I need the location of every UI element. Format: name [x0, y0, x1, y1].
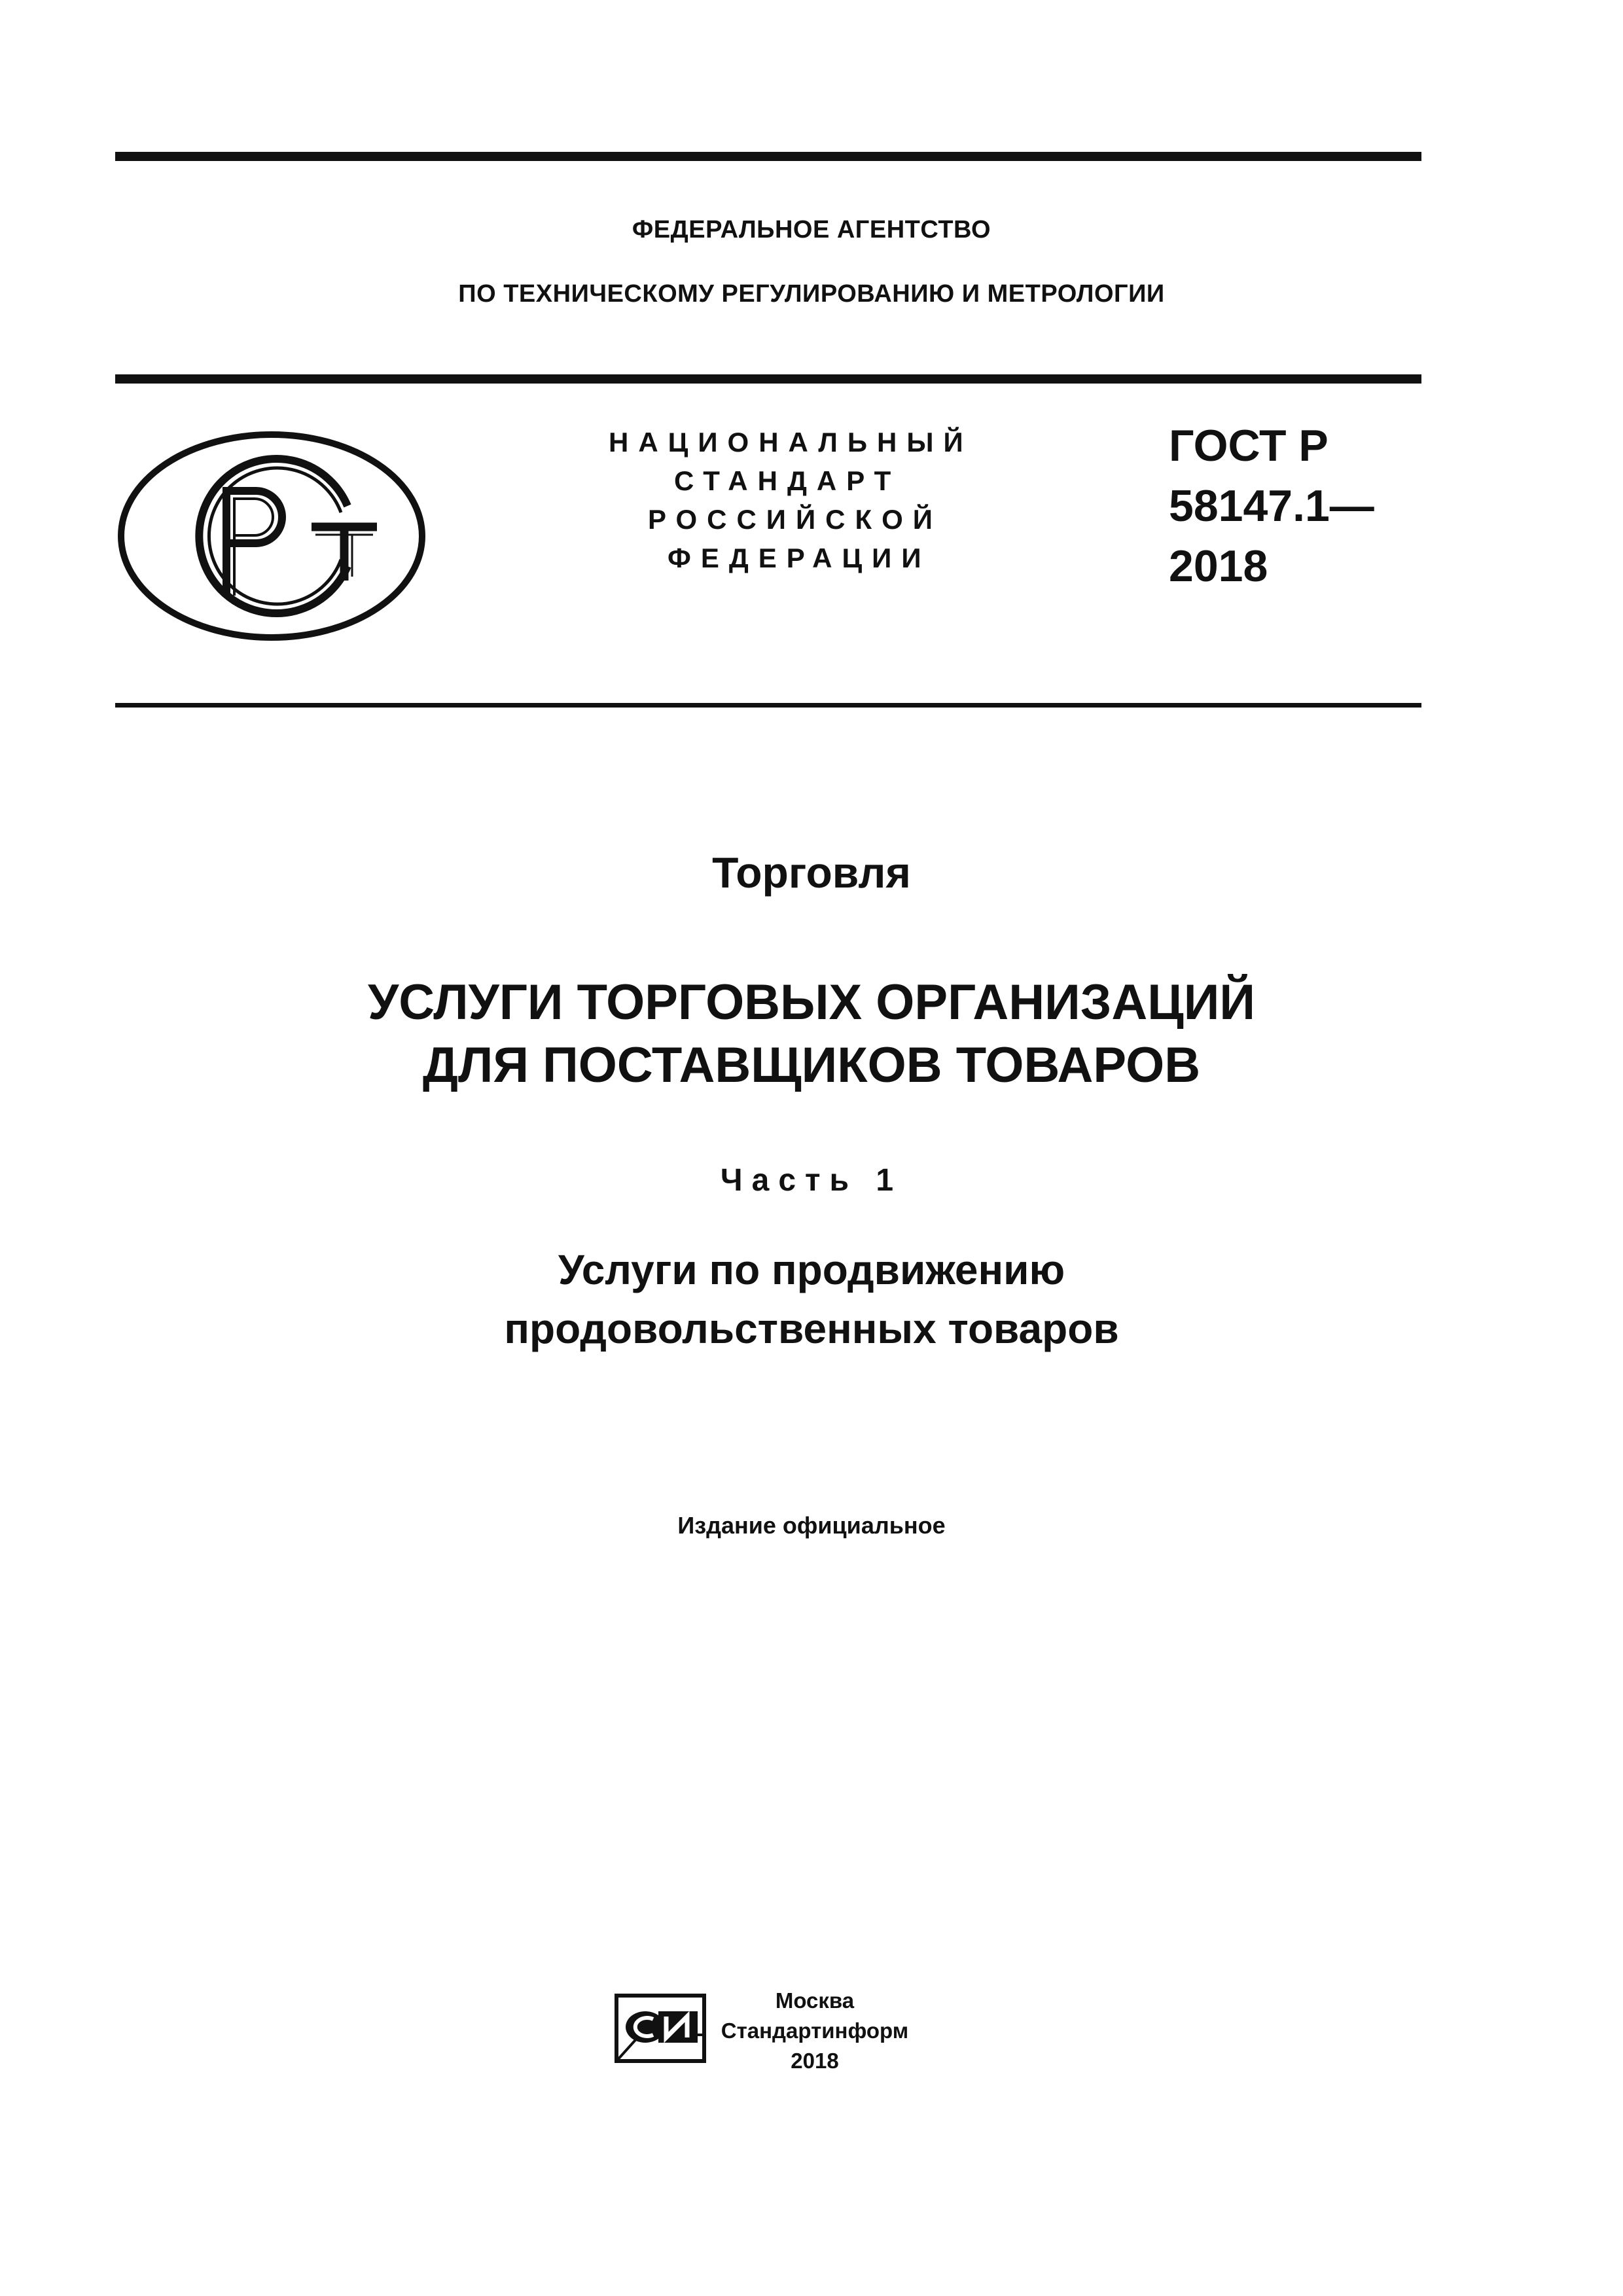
rst-emblem-icon — [115, 429, 428, 643]
designation-line3: 2018 — [1169, 541, 1268, 591]
agency-name-line2: ПО ТЕХНИЧЕСКОМУ РЕГУЛИРОВАНИЮ И МЕТРОЛОГИИ — [458, 280, 1165, 308]
national-standard-label — [582, 423, 1080, 577]
document-subtitle — [0, 1240, 1623, 1358]
top-rule — [115, 152, 1421, 161]
bottom-rule — [115, 703, 1421, 708]
title-line1: УСЛУГИ ТОРГОВЫХ ОРГАНИЗАЦИЙ — [367, 975, 1256, 1030]
edition-note: Издание официальное — [677, 1512, 946, 1539]
subtitle-line2: продовольственных товаров — [504, 1305, 1119, 1352]
national-standard-line3: РОССИЙСКОЙ — [648, 504, 942, 535]
publisher-block — [717, 1986, 913, 2076]
document-title — [0, 971, 1623, 1097]
standard-designation — [1169, 416, 1374, 596]
publisher-city: Москва — [775, 1988, 855, 2013]
middle-rule — [115, 374, 1421, 384]
standartinform-logo-icon — [614, 1993, 707, 2064]
designation-line2: 58147.1— — [1169, 481, 1374, 531]
agency-name-line1: ФЕДЕРАЛЬНОЕ АГЕНТСТВО — [632, 216, 991, 243]
publisher-name: Стандартинформ — [721, 2018, 909, 2043]
title-line2: ДЛЯ ПОСТАВЩИКОВ ТОВАРОВ — [422, 1037, 1201, 1093]
document-part: Часть 1 — [720, 1163, 903, 1198]
national-standard-line1: НАЦИОНАЛЬНЫЙ — [609, 427, 973, 457]
national-standard-line2: СТАНДАРТ — [674, 465, 901, 496]
publisher-year: 2018 — [791, 2049, 839, 2073]
designation-line1: ГОСТ Р — [1169, 421, 1329, 471]
subtitle-line1: Услуги по продвижению — [558, 1246, 1065, 1293]
national-standard-line4: ФЕДЕРАЦИИ — [668, 543, 931, 573]
document-topic: Торговля — [712, 848, 911, 897]
